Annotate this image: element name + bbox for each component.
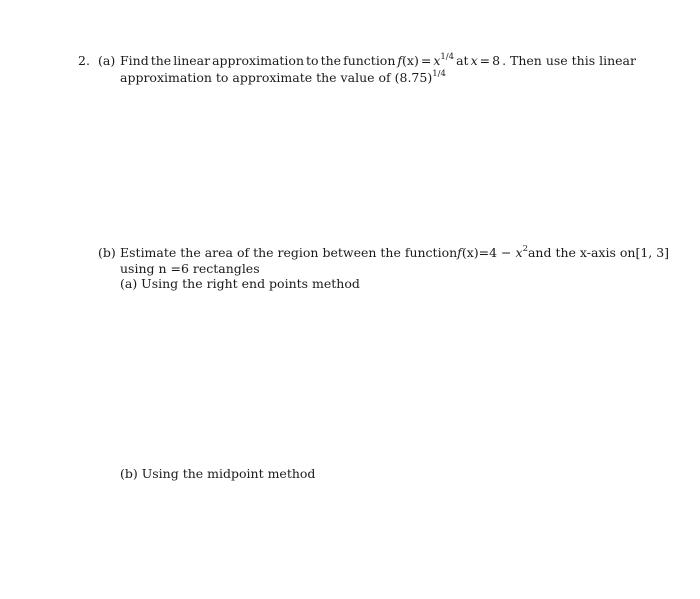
part-b-equals: = xyxy=(478,245,490,260)
part-a-word: approximation xyxy=(212,53,305,68)
part-b-line-1 xyxy=(120,243,670,260)
part-a-line-1 xyxy=(120,53,636,68)
part-a-line-2-text: approximation to approximate the value of (8.75) xyxy=(120,70,433,85)
part-b-line-1-head: Estimate the area of the region between the function xyxy=(120,245,458,260)
part-a-label: (a) xyxy=(98,53,116,68)
part-b-label: (b) xyxy=(98,245,116,260)
part-b-line-1-tail: and the x-axis on xyxy=(527,245,636,260)
part-a-word: linear xyxy=(173,53,211,68)
part-b-expression: $4 - x^2$ xyxy=(489,243,528,260)
part-a-x-variable: x xyxy=(470,53,478,68)
part-a-at: at xyxy=(456,53,469,68)
part-a-line-2 xyxy=(120,70,446,85)
part-a-point: 8 xyxy=(492,53,501,68)
problem-number: 2. xyxy=(78,53,90,68)
part-b-subpart-b: (b) Using the midpoint method xyxy=(120,466,316,481)
part-a-power-expression: $x^{1/4}$ xyxy=(433,51,455,68)
part-a-word: the xyxy=(150,53,172,68)
part-a-equals: = xyxy=(420,53,432,68)
part-a-line-1-tail: . Then use this linear xyxy=(502,53,636,68)
part-b-interval: [1, 3] xyxy=(635,245,670,260)
part-a-equals-2: = xyxy=(479,53,491,68)
part-a-line-2-exponent: 1/4 xyxy=(432,68,446,79)
part-b-subpart-a: (a) Using the right end points method xyxy=(120,276,360,291)
part-a-word: function xyxy=(343,53,396,68)
part-a-word: Find xyxy=(120,53,149,68)
part-a-function-notation: f(x) xyxy=(397,53,419,68)
part-b-function-notation: f(x) xyxy=(457,245,479,260)
part-a-word: to xyxy=(306,53,319,68)
part-b-line-2: using n =6 rectangles xyxy=(120,261,260,276)
part-a-word: the xyxy=(320,53,342,68)
